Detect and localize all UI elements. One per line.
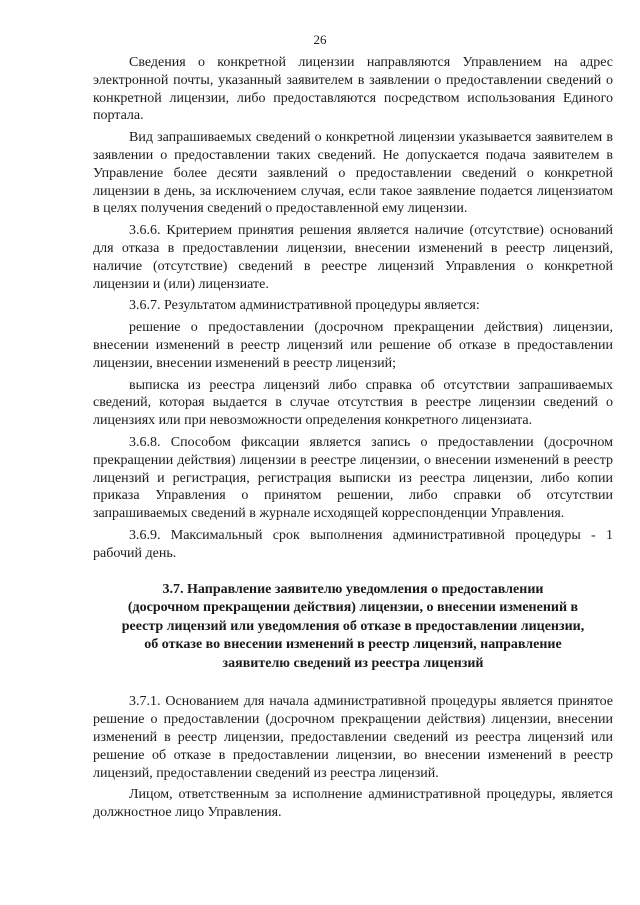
paragraph: Вид запрашиваемых сведений о конкретной лицензии указывается заявителем в заявлении о предоставлении таких сведений. Не допускается подача заявителем в Управление более десяти заявлений о предоставлении сведений о конкретной лицензии в день, за исключением случая, если такое заявление подается лицензиатом в целях получения сведений о предоставленной ему лицензии. [93,130,613,217]
section-heading-line: реестр лицензий или уведомления об отказе в предоставлении лицензии, [121,618,585,634]
section-heading-line: (досрочном прекращении действия) лицензии, о внесении изменений в [127,600,579,616]
paragraph: решение о предоставлении (досрочном прекращении действия) лицензии, внесении изменений в реестр лицензий или решение об отказе в предоставлении лицензии, внесении изменений в реестр лицензий; [93,320,613,371]
paragraph: 3.7.1. Основанием для начала административной процедуры является принятое решение о предоставлении (досрочном прекращении действия) лицензии, внесении изменений в реестр лицензии, предоставлении сведений из реестра лицензий или решение об отказе в предоставлении лицензии, во внесении изменений в реестр лицензий, предоставлении сведений из реестра лицензий. [93,694,613,781]
paragraph: 3.6.7. Результатом административной процедуры является: [129,298,480,314]
paragraph: 3.6.6. Критерием принятия решения является наличие (отсутствие) оснований для отказа в предоставлении лицензии, внесении изменений в реестр лицензий, наличие (отсутствие) сведений в реестре лицензий Управления о конкретной лицензии и (или) лицензиате. [93,223,613,292]
paragraph: выписка из реестра лицензий либо справка об отсутствии запрашиваемых сведений, которая выдается в случае отсутствия в реестре лицензии сведений о лицензиях или при невозможности определения конкретного лицензиата. [93,377,613,429]
section-heading-line: заявителю сведений из реестра лицензий [222,655,484,671]
paragraph: Сведения о конкретной лицензии направляются Управлением на адрес электронной почты, указанный заявителем в заявлении о предоставлении сведений о конкретной лицензии, либо предоставляются посредством использования Единого портала. [93,55,613,124]
document-body [93,54,613,826]
paragraph: 3.6.9. Максимальный срок выполнения административной процедуры - 1 рабочий день. [93,527,613,561]
section-heading [93,581,613,674]
section-heading-line: 3.7. Направление заявителю уведомления о предоставлении [162,581,544,597]
page-number: 26 [313,32,327,47]
paragraph: Лицом, ответственным за исполнение административной процедуры, является должностное лицо Управления. [93,787,613,821]
section-heading-line: об отказе во внесении изменений в реестр лицензий, направление [144,637,562,653]
paragraph: 3.6.8. Способом фиксации является запись о предоставлении (досрочном прекращении действия) лицензии в реестре лицензии, о внесении изменений в реестр лицензий и регистрация, регистрация выписки из реестра лицензии, либо копии приказа Управления о принятом решении, либо справки об отсутствии запрашиваемых сведений в журнале исходящей корреспонденции Управления. [93,434,613,522]
